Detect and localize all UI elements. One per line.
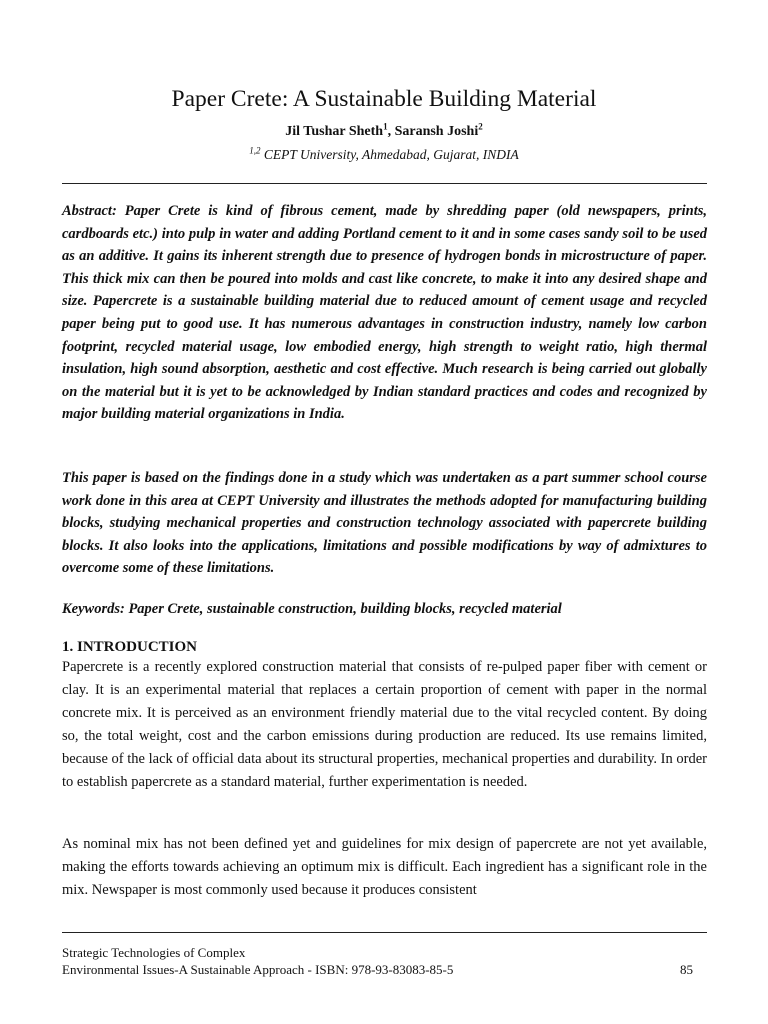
page-number: 85 (680, 962, 693, 977)
section-heading-introduction: 1. INTRODUCTION (62, 639, 198, 655)
author-2-affiliation-mark: 2 (478, 121, 483, 132)
author-1: Jil Tushar Sheth (285, 124, 384, 139)
author-separator: , (387, 124, 395, 139)
footer-divider (62, 932, 707, 933)
abstract-paragraph-1: Abstract: Paper Crete is kind of fibrous cement, made by shredding paper (old newspapers, prints, cardboards etc.) into pulp in water and adding Portland cement to it and in some cases sandy soil to be used as an additive. It gains its inherent strength due to presence of hydrogen bonds in microstructure of paper. This thick mix can then be poured into molds and cast like concrete, to make it into any desired shape and size. Papercrete is a sustainable building material due to reduced amount of cement usage and recycled paper being put to good use. It has numerous advantages in construction industry, namely low carbon footprint, recycled material usage, low embodied energy, high strength to weight ratio, high thermal insulation, high sound absorption, aesthetic and cost effective. Much research is being carried out globally on the material but it is yet to be acknowledged by Indian standard practices and codes and recognized by major building material organizations in India. (62, 203, 707, 423)
affiliation-mark: 1,2 (249, 145, 261, 156)
introduction-paragraph-2: As nominal mix has not been defined yet and guidelines for mix design of papercrete are not yet available, making the efforts towards achieving an optimum mix is difficult. Each ingredient has a significant role in the mix. Newspaper is most commonly used because it produces consistent (62, 836, 707, 898)
author-1-affiliation-mark: 1 (383, 121, 388, 132)
header-divider (62, 183, 707, 184)
introduction-paragraph-1: Papercrete is a recently explored construction material that consists of re-pulped paper fiber with cement or clay. It is an experimental material that replaces a certain proportion of cement with paper in the normal concrete mix. It is perceived as an environment friendly material due to the vital recycled content. By doing so, the total weight, cost and the carbon emissions during production are reduced. Its use remains limited, because of the lack of official data about its structural properties, mechanical properties and durability. In order to establish papercrete as a standard material, further experimentation is needed. (62, 659, 707, 790)
author-2: Saransh Joshi (394, 124, 479, 139)
footer-line-1: Strategic Technologies of Complex (62, 945, 246, 960)
paper-title: Paper Crete: A Sustainable Building Material (171, 86, 597, 112)
footer-line-2: Environmental Issues-A Sustainable Approach - ISBN: 978-93-83083-85-5 (62, 962, 454, 977)
affiliation-text: CEPT University, Ahmedabad, Gujarat, INDIA (260, 147, 519, 162)
keywords: Keywords: Paper Crete, sustainable construction, building blocks, recycled material (62, 601, 562, 617)
author-line (0, 121, 768, 140)
abstract-paragraph-2: This paper is based on the findings done in a study which was undertaken as a part summer school course work done in this area at CEPT University and illustrates the methods adopted for manufacturing building blocks, studying mechanical properties and construction technology associated with papercrete building blocks. It also looks into the applications, limitations and possible modifications by way of admixtures to overcome some of these limitations. (62, 470, 707, 577)
affiliation (0, 147, 768, 163)
page-footer (62, 944, 707, 978)
